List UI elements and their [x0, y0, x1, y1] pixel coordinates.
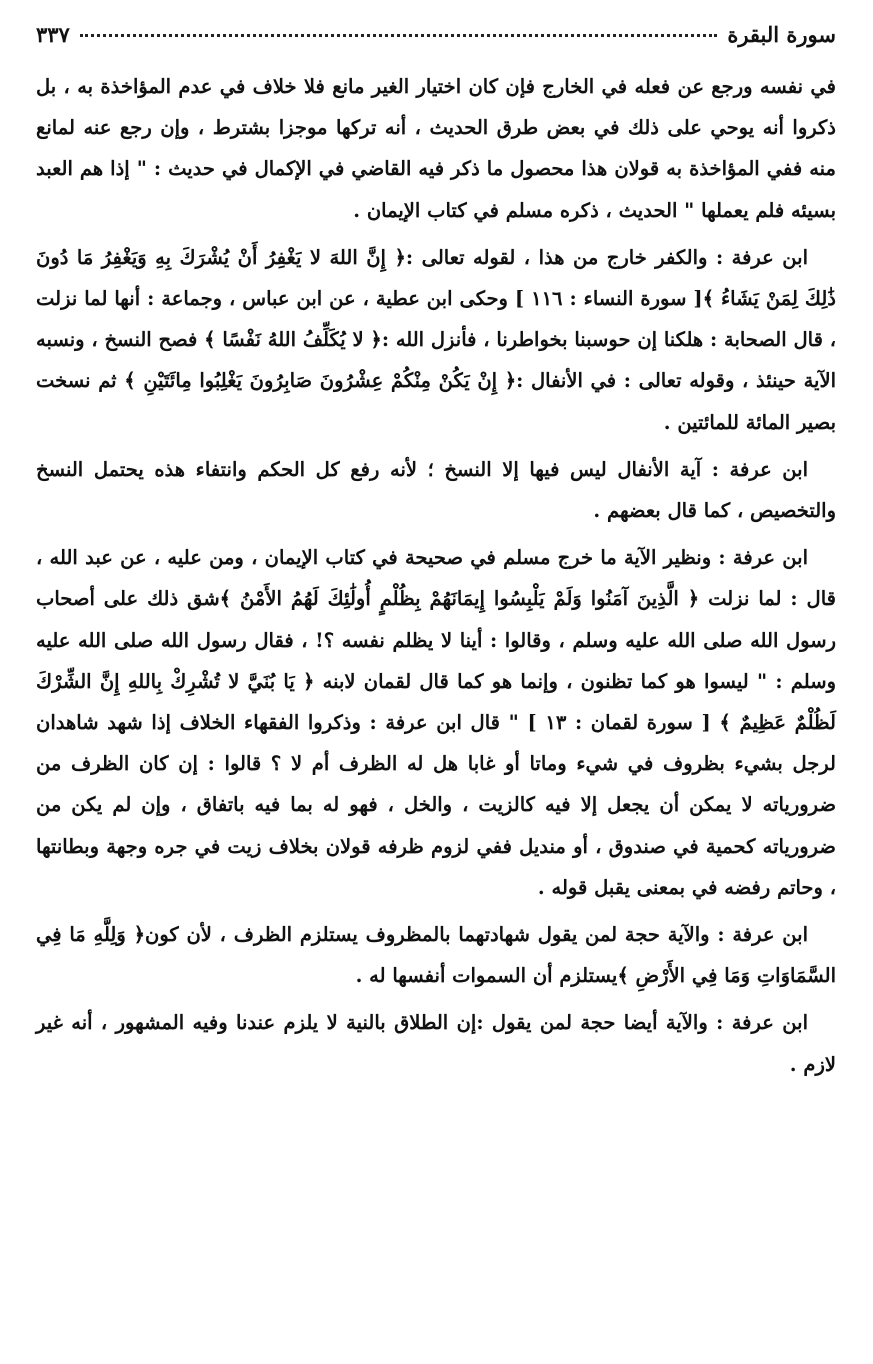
header-dotted-leader: [80, 34, 717, 37]
surah-title: سورة البقرة: [727, 22, 836, 47]
book-page: [36, 22, 836, 1085]
paragraph-2: ابن عرفة : والكفر خارج من هذا ، لقوله تعالى :﴿ إِنَّ اللهَ لا يَغْفِرُ أَنْ يُشْرَكَ بِهِ وَيَغْفِرُ مَا دُونَ ذَٰلِكَ لِمَنْ يَشَاءُ ﴾[ سورة النساء : ١١٦ ] وحكى ابن عطية ، عن ابن عباس ، وجماعة : أنها لما نزلت ، قال الصحابة : هلكنا إن حوسبنا بخواطرنا ، فأنزل الله :﴿ لا يُكَلِّفُ اللهُ نَفْسًا ﴾ فصح النسخ ، ونسبه الآية حينئذ ، وقوله تعالى : في الأنفال :﴿ إِنْ يَكُنْ مِنْكُمْ عِشْرُونَ صَابِرُونَ يَغْلِبُوا مِائَتَيْنِ ﴾ ثم نسخت بصير المائة للمائتين .: [36, 245, 836, 434]
paragraph-1: في نفسه ورجع عن فعله في الخارج فإن كان اختيار الغير مانع فلا خلاف في عدم المؤاخذة به ، بل ذكروا أنه يوحي على ذلك في بعض طرق الحديث ، أنه تركها موجزا بشترط ، وإن رجع عنه لمانع منه ففي المؤاخذة به قولان هذا محصول ما ذكر فيه القاضي في الإكمال في حديث : " إذا هم العبد بسيئه فلم يعملها " الحديث ، ذكره مسلم في كتاب الإيمان .: [36, 75, 836, 222]
paragraph-4: ابن عرفة : ونظير الآية ما خرج مسلم في صحيحة في كتاب الإيمان ، ومن عليه ، عن عبد الله ، قال : لما نزلت ﴿ الَّذِينَ آمَنُوا وَلَمْ يَلْبِسُوا إِيمَانَهُمْ بِظُلْمٍ أُولَٰئِكَ لَهُمُ الأَمْنُ ﴾شق ذلك على أصحاب رسول الله صلى الله عليه وسلم ، وقالوا : أينا لا يظلم نفسه ؟! ، فقال رسول الله صلى الله عليه وسلم : " ليسوا هو كما تظنون ، وإنما هو كما قال لقمان لابنه ﴿ يَا بُنَيَّ لا تُشْرِكْ بِاللهِ إِنَّ الشِّرْكَ لَظُلْمٌ عَظِيمٌ ﴾ [ سورة لقمان : ١٣ ] " قال ابن عرفة : وذكروا الفقهاء الخلاف إذا شهد شاهدان لرجل بشيء بظروف في شيء وماتا أو غابا هل له الظرف أم لا ؟ قالوا : إن كان الظرف من ضرورياته لا يمكن أن يجعل إلا فيه كالزيت ، والخل ، فهو له بما فيه باتفاق ، وإن لم يكن من ضرورياته كحمية في صندوق ، أو منديل ففي لزوم ظرفه قولان بخلاف زيت في جره وجهة وبطانتها ، وحاتم رفضه في بمعنى يقبل قوله .: [36, 546, 836, 899]
paragraph-5: ابن عرفة : والآية حجة لمن يقول شهادتهما بالمظروف يستلزم الظرف ، لأن كون﴿ وَلِلَّهِ مَا فِي السَّمَاوَاتِ وَمَا فِي الأَرْضِ ﴾يستلزم أن السموات أنفسها له .: [36, 923, 836, 988]
paragraph-6: ابن عرفة : والآية أيضا حجة لمن يقول :إن الطلاق بالنية لا يلزم عندنا وفيه المشهور ، أنه غير لازم .: [36, 1011, 836, 1076]
running-header: [36, 22, 836, 66]
page-number: ٣٣٧: [36, 22, 70, 47]
paragraph-3: ابن عرفة : آية الأنفال ليس فيها إلا النسخ ؛ لأنه رفع كل الحكم وانتفاء هذه يحتمل النسخ والتخصيص ، كما قال بعضهم .: [36, 457, 836, 523]
